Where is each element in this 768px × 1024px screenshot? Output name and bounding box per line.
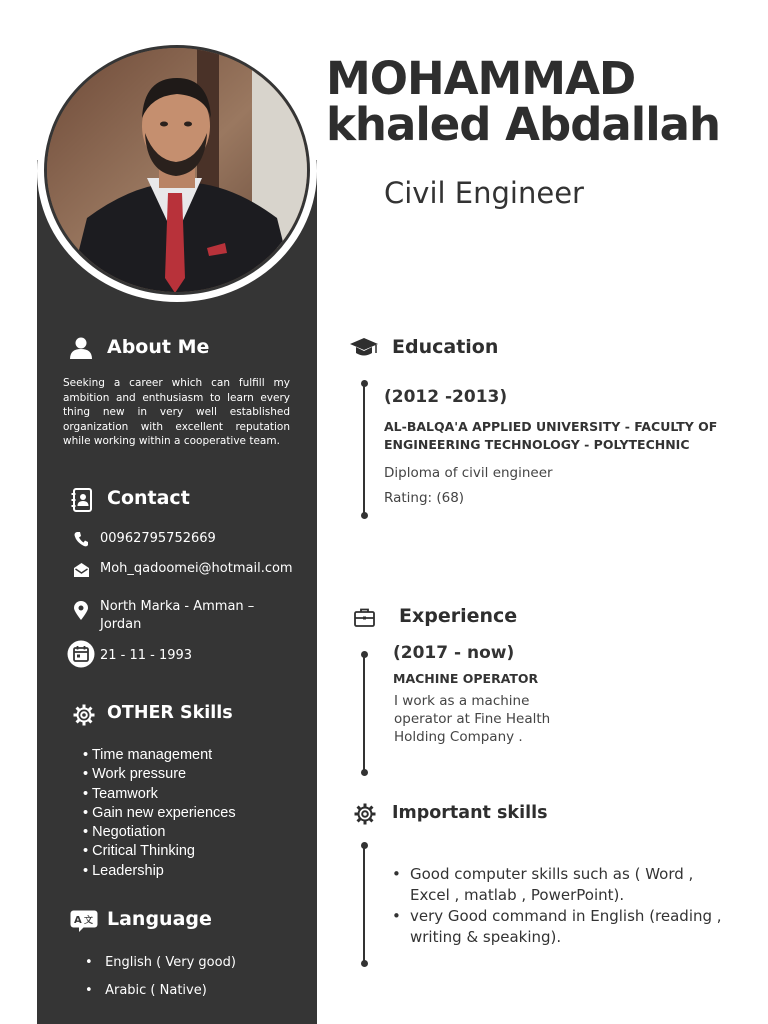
timeline-dot [361, 769, 368, 776]
location-pin-icon [74, 601, 88, 620]
list-item: • Leadership [83, 862, 164, 879]
phone-number: 00962795752669 [100, 531, 216, 546]
education-heading: Education [392, 336, 499, 358]
contact-book-icon [71, 488, 93, 512]
list-item: • Negotiation [83, 824, 166, 841]
important-skills-heading: Important skills [392, 803, 548, 823]
education-institution: AL-BALQA'A APPLIED UNIVERSITY - FACULTY OF ENGINEERING TECHNOLOGY - POLYTECHNIC [384, 419, 718, 452]
language-item-english: • English ( Very good) [85, 955, 236, 970]
list-item: • Teamwork [83, 785, 158, 802]
experience-role: MACHINE OPERATOR [393, 671, 539, 686]
important-skills-list [392, 864, 732, 948]
list-item: • Critical Thinking [83, 843, 195, 860]
about-text: Seeking a career which can fulfill my ambition and enthusiasm to learn every thing new in very well established organization with excellent reputation while working within a cooperative team. [63, 377, 290, 447]
name-line-2: khaled Abdallah [326, 98, 721, 151]
other-skills-list [83, 746, 236, 881]
language-item-arabic: • Arabic ( Native) [85, 983, 207, 998]
timeline-dot [361, 651, 368, 658]
experience-timeline [363, 655, 365, 773]
candidate-name [326, 52, 721, 151]
education-rating: Rating: (68) [384, 490, 465, 506]
skills-timeline [363, 846, 365, 964]
experience-description: I work as a machine operator at Fine Health Holding Company . [394, 693, 551, 745]
address-line-2: Jordan [100, 617, 142, 632]
gear-icon [73, 704, 95, 726]
list-item: • Good computer skills such as ( Word , Excel , matlab , PowerPoint). [392, 864, 732, 906]
svg-text:文: 文 [84, 916, 94, 926]
address-line-1: North Marka - Amman – [100, 599, 255, 614]
calendar-icon [67, 640, 95, 668]
list-item: • very Good command in English (reading , writing & speaking). [392, 906, 732, 948]
experience-years: (2017 - now) [393, 643, 515, 663]
job-title: Civil Engineer [384, 176, 584, 210]
address [100, 598, 254, 634]
contact-heading: Contact [107, 487, 190, 509]
graduation-cap-icon [349, 337, 379, 359]
list-item: • Gain new experiences [83, 804, 236, 821]
gear-icon [354, 803, 376, 825]
timeline-dot [361, 512, 368, 519]
about-heading: About Me [107, 336, 210, 358]
timeline-dot [361, 380, 368, 387]
person-icon [69, 337, 93, 359]
profile-photo [44, 45, 310, 295]
other-skills-heading: OTHER Skills [107, 703, 233, 723]
education-degree: Diploma of civil engineer [384, 465, 553, 481]
list-item: • Time management [83, 747, 213, 763]
list-item: • Work pressure [83, 766, 187, 783]
language-heading: Language [107, 908, 212, 930]
briefcase-icon [354, 608, 375, 627]
education-timeline [363, 384, 365, 516]
experience-heading: Experience [399, 605, 518, 627]
email-address: Moh_qadoomei@hotmail.com [100, 561, 293, 576]
timeline-dot [361, 842, 368, 849]
name-line-1: MOHAMMAD [326, 52, 636, 105]
education-years: (2012 -2013) [384, 387, 508, 407]
birthdate: 21 - 11 - 1993 [100, 648, 193, 663]
timeline-dot [361, 960, 368, 967]
svg-text:A: A [74, 915, 82, 926]
phone-icon [74, 531, 88, 547]
email-icon [74, 563, 89, 577]
translate-icon [70, 910, 98, 932]
